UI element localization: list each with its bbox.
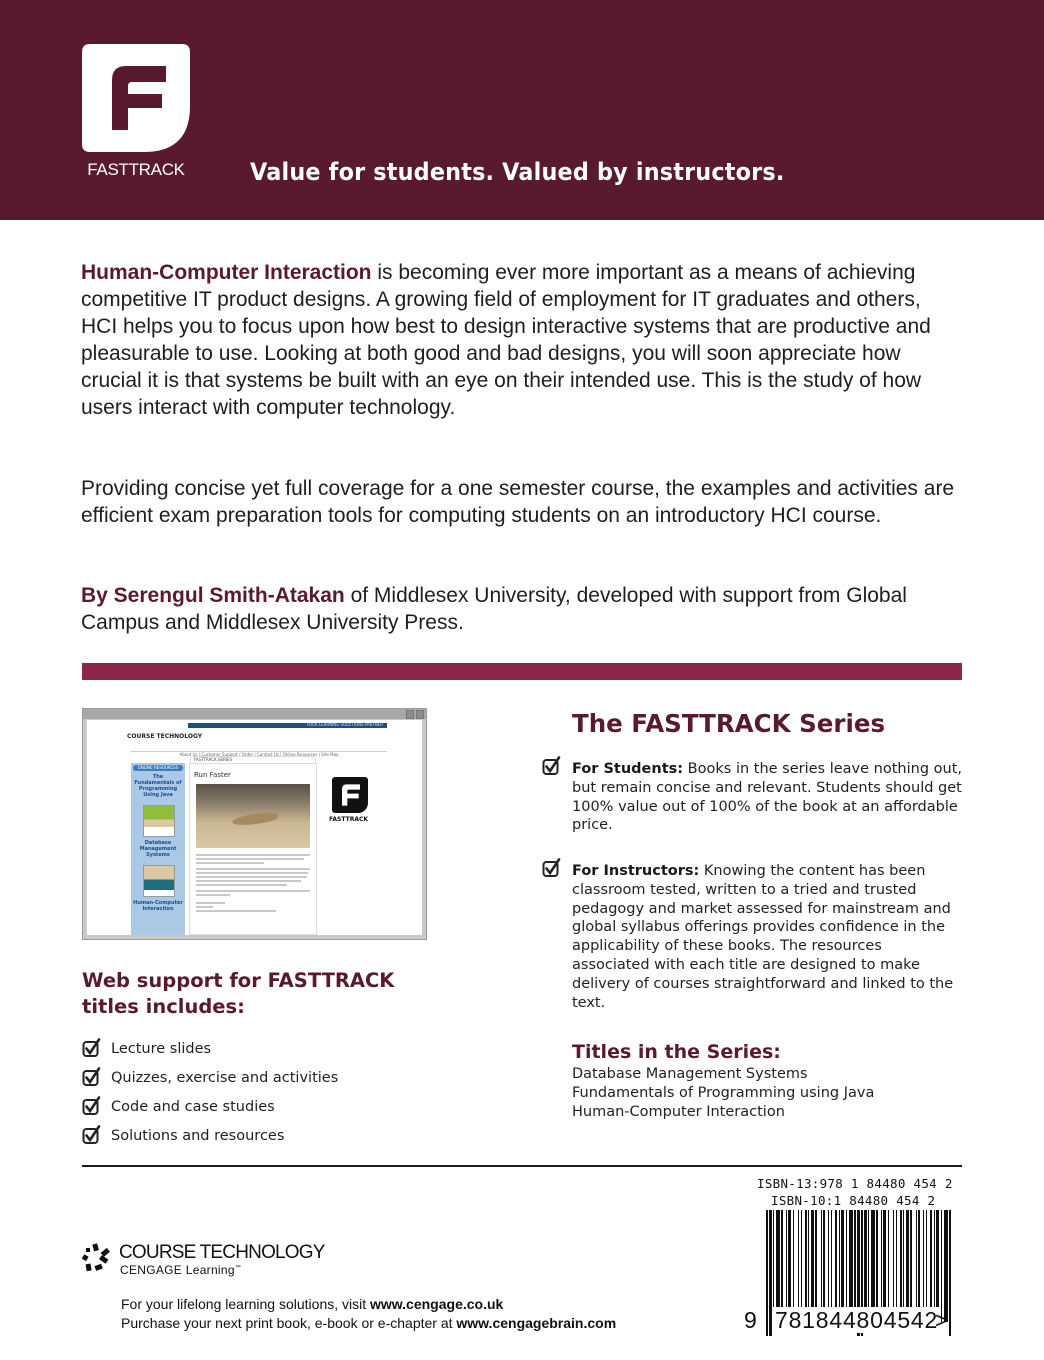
barcode-bar <box>798 1210 799 1322</box>
web-support-heading: Web support for FASTTRACK titles includes: <box>82 969 395 1018</box>
publisher-subname <box>120 1263 241 1277</box>
series-title: The FASTTRACK Series <box>572 709 886 738</box>
website-sidebar <box>131 763 185 935</box>
website-top-bar-text: YOUR LEARNING SOLUTIONS PARTNER <box>306 722 383 727</box>
barcode-bar <box>821 1210 822 1322</box>
title-item: Database Management Systems <box>572 1066 808 1082</box>
logo-wordmark: FASTTRACK <box>87 160 185 179</box>
author-paragraph-text: of Middlesex University, developed with support from Global Campus and Middlesex University Press. <box>81 584 907 634</box>
website-logo-wordmark: FASTTRACK <box>329 816 369 823</box>
website-sidebar-title: The Fundamentals of Programming Using Java <box>134 774 182 798</box>
divider-bar <box>82 663 962 680</box>
cheetah-shape <box>232 811 279 827</box>
website-brand: COURSE TECHNOLOGY <box>127 733 203 740</box>
students-text: Books in the series leave nothing out, but remain concise and relevant. Students should get 100% value out of 100% of the book at an affordable price. <box>572 761 962 834</box>
publisher-name: COURSE TECHNOLOGY <box>119 1242 325 1263</box>
barcode-bar <box>773 1210 774 1322</box>
website-content-header: FASTTRACK SERIES <box>190 756 316 764</box>
intro-paragraph <box>81 259 961 421</box>
publisher-line-1-text: For your lifelong learning solutions, visit <box>121 1296 371 1312</box>
instructors-text: Knowing the content has been classroom tested, written to a tried and trusted pedagogy and market assessed for mainstream and global syllabus offerings provides confidence in the applicability of these books. The resources associated with each title are designed to make delivery of courses straightforward and linked to the text. <box>572 863 954 1011</box>
window-minimize-icon <box>406 710 414 719</box>
barcode-bar <box>849 1210 853 1322</box>
checkbox-checked-icon <box>82 1067 102 1087</box>
website-nav: About Us | Customer Support / Order | Contact Us | Online Resources | Site Map <box>131 751 387 758</box>
book-cover-thumbnail <box>143 805 175 837</box>
publisher-line-1 <box>121 1296 503 1312</box>
barcode-bar <box>893 1210 894 1322</box>
author-paragraph <box>81 582 961 636</box>
barcode-bar <box>805 1210 807 1322</box>
barcode-bar <box>793 1210 794 1322</box>
trademark-symbol: ™ <box>234 1265 242 1271</box>
barcode-bar <box>916 1210 917 1322</box>
barcode-bar <box>769 1210 772 1336</box>
barcode-bar <box>896 1210 897 1322</box>
book-cover-thumbnail <box>143 865 175 897</box>
publisher-subname-text: CENGAGE Learning <box>120 1263 235 1277</box>
barcode-bar <box>881 1210 882 1322</box>
list-item-label: Code and case studies <box>111 1099 275 1115</box>
author-name: By Serengul Smith-Atakan <box>81 584 345 607</box>
list-item-label: Lecture slides <box>111 1041 212 1057</box>
intro-paragraph-text: is becoming ever more important as a means of achieving competitive IT product designs. A growing field of employment for IT graduates and others, HCI helps you to focus upon how best to design interactive systems that are productive and pleasurable to use. Looking at both good and bad designs, you will soon appreciate how crucial it is that systems be built with an eye on their intended use. This is the study of how users interact with computer technology. <box>81 261 931 419</box>
list-item-label: Quizzes, exercise and activities <box>111 1070 339 1086</box>
barcode-bar <box>910 1210 912 1322</box>
checkbox-checked-icon <box>82 1096 102 1116</box>
barcode-digits: 781844804542 <box>775 1307 939 1333</box>
barcode-bar <box>811 1210 814 1322</box>
list-item-label: Solutions and resources <box>111 1128 285 1144</box>
cengagebrain-link[interactable]: www.cengagebrain.com <box>456 1315 617 1331</box>
barcode-bar <box>839 1210 840 1322</box>
isbn-10: ISBN-10:1 84480 454 2 <box>771 1193 936 1208</box>
titles-heading: Titles in the Series: <box>572 1041 781 1063</box>
website-body-text <box>196 854 310 914</box>
window-titlebar <box>83 709 426 719</box>
barcode-bar <box>906 1210 909 1322</box>
barcode-bar <box>808 1210 809 1322</box>
website-sidebar-header: ONLINE RESOURCES <box>133 765 183 771</box>
barcode-bar <box>871 1210 875 1322</box>
barcode-bar <box>786 1210 787 1322</box>
students-label: For Students: <box>572 761 684 777</box>
barcode-bar <box>930 1210 932 1322</box>
barcode-bar <box>864 1210 867 1322</box>
website-content-title: Run Faster <box>194 771 231 779</box>
cheetah-photo <box>196 784 310 848</box>
publisher-line-2 <box>121 1315 616 1331</box>
window-close-icon <box>416 710 424 719</box>
header-banner <box>0 0 1044 220</box>
barcode-bar <box>846 1210 847 1322</box>
barcode-bar <box>868 1210 869 1322</box>
website-screenshot <box>82 708 427 940</box>
checkbox-checked-icon <box>82 1125 102 1145</box>
cengage-link[interactable]: www.cengage.co.uk <box>370 1296 504 1312</box>
barcode-first-digit: 9 <box>744 1307 757 1333</box>
students-paragraph <box>572 760 962 835</box>
instructors-paragraph <box>572 862 962 1012</box>
website-sidebar-title: Database Management Systems <box>139 840 177 858</box>
website-page <box>87 720 422 935</box>
barcode-bar <box>883 1210 886 1322</box>
title-item: Fundamentals of Programming using Java <box>572 1085 875 1101</box>
barcode-bar <box>841 1210 844 1322</box>
isbn-13: ISBN-13:978 1 84480 454 2 <box>757 1176 953 1191</box>
barcode-bar <box>835 1210 837 1322</box>
tagline: Value for students. Valued by instructors. <box>250 158 785 186</box>
barcode-bar <box>949 1210 951 1336</box>
barcode-bar <box>903 1210 904 1322</box>
barcode-bar <box>776 1210 780 1322</box>
barcode-bar <box>781 1210 783 1322</box>
barcode-arrow: > <box>935 1307 949 1333</box>
title-item: Human-Computer Interaction <box>572 1104 785 1120</box>
barcode-bar <box>831 1210 832 1322</box>
book-title: Human-Computer Interaction <box>81 261 372 284</box>
checkbox-checked-icon <box>542 858 562 878</box>
titles-list <box>572 1065 874 1122</box>
website-top-bar <box>188 723 387 728</box>
checkbox-checked-icon <box>82 1038 102 1058</box>
barcode-bar <box>900 1210 902 1322</box>
barcode-bar <box>828 1210 829 1322</box>
website-sidebar-title: Human-Computer Interaction <box>133 900 183 912</box>
publisher-line-2-text: Purchase your next print book, e-book or e-chapter at <box>121 1315 457 1331</box>
barcode-bar <box>888 1210 889 1322</box>
website-content <box>189 757 317 935</box>
barcode-bar <box>854 1210 856 1322</box>
instructors-label: For Instructors: <box>572 863 700 879</box>
coverage-paragraph: Providing concise yet full coverage for a one semester course, the examples and activities are efficient exam preparation tools for computing students on an introductory HCI course. <box>81 477 955 527</box>
cengage-logo-icon <box>82 1243 114 1277</box>
checkbox-checked-icon <box>542 756 562 776</box>
barcode-bar <box>823 1210 825 1322</box>
barcode-bar <box>941 1210 942 1322</box>
barcode-bar <box>934 1210 935 1322</box>
barcode-bar <box>815 1210 817 1322</box>
barcode-bar <box>918 1210 920 1322</box>
barcode-bar <box>923 1210 924 1322</box>
barcode-bar <box>936 1210 939 1322</box>
barcode-bar <box>766 1210 768 1336</box>
bottom-divider <box>82 1165 962 1167</box>
website-fasttrack-logo-icon <box>332 777 368 813</box>
barcode-bar <box>801 1210 802 1322</box>
barcode-bar <box>876 1210 878 1322</box>
barcode-bar <box>926 1210 927 1322</box>
barcode-bar <box>788 1210 791 1322</box>
barcode-bar <box>944 1210 948 1322</box>
fasttrack-logo-icon <box>82 44 190 152</box>
